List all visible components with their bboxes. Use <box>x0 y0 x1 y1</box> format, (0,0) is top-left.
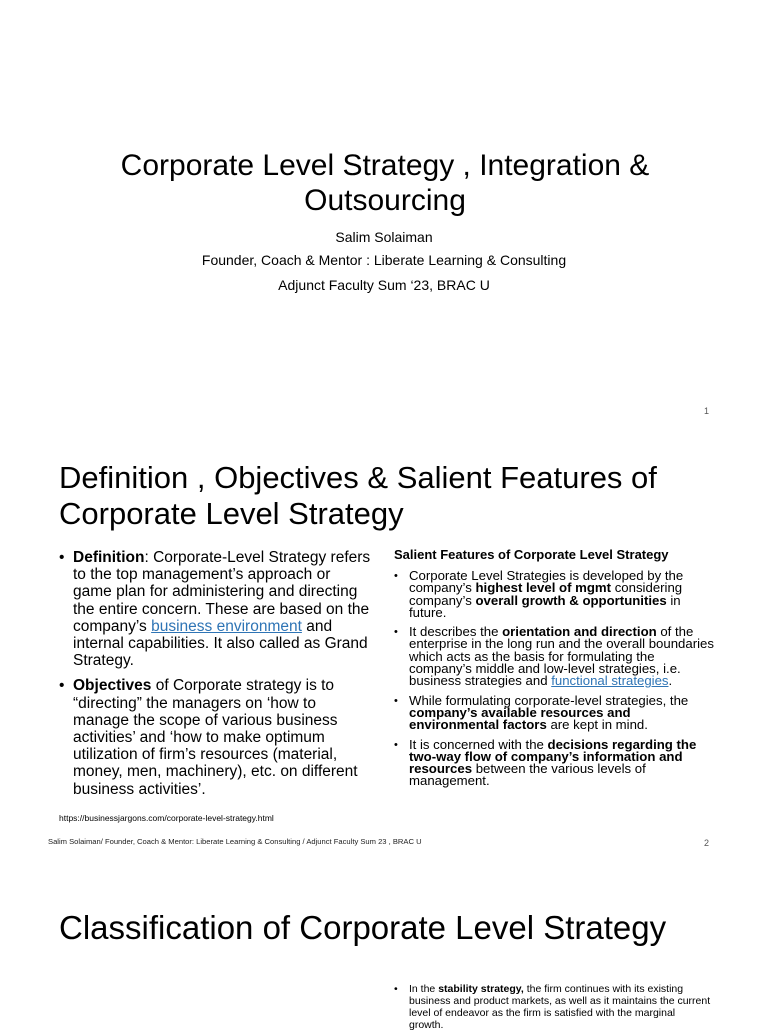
definition-bullet <box>59 549 372 669</box>
classification-slide <box>0 864 768 1031</box>
definition-objectives-column <box>59 549 372 806</box>
feature-item <box>394 692 714 733</box>
slide-number: 1 <box>703 406 709 416</box>
title-slide <box>0 0 768 432</box>
feature-text: in future. <box>409 592 681 620</box>
feature-text: between the various levels of management. <box>409 761 646 789</box>
feature-text: considering company’s <box>409 580 683 608</box>
business-environment-link[interactable]: business environment <box>151 617 302 635</box>
feature-item <box>394 570 714 619</box>
feature-text: . <box>668 673 673 689</box>
objectives-label: Objectives <box>73 677 152 695</box>
feature-emphasis: orientation and direction <box>502 624 657 640</box>
salient-features-column <box>394 547 714 795</box>
feature-text: It is concerned with the <box>409 736 548 752</box>
feature-emphasis: highest level of mgmt <box>475 580 612 596</box>
stability-emphasis: stability strategy, <box>438 983 524 995</box>
slide-footer: Salim Solaiman/ Founder, Coach & Mentor: Liberate Learning & Consulting / Adjunct Faculty Sum 23 , BRAC U <box>48 837 422 846</box>
feature-emphasis: company’s available resources and environmental factors <box>409 704 631 733</box>
definition-slide <box>0 432 768 864</box>
presenter-name: Salim Solaiman <box>335 229 433 245</box>
feature-item <box>394 736 714 789</box>
slide-title: Definition , Objectives & Salient Features of Corporate Level Strategy <box>59 460 657 531</box>
definition-text-end: and internal capabilities. It also called as Grand Strategy. <box>73 617 368 670</box>
features-heading: Salient Features of Corporate Level Strategy <box>394 547 669 562</box>
presenter-affiliation: Adjunct Faculty Sum ‘23, BRAC U <box>278 277 490 293</box>
source-url: https://businessjargons.com/corporate-level-strategy.html <box>59 813 274 823</box>
slide-number: 2 <box>703 838 709 848</box>
presenter-role: Founder, Coach & Mentor : Liberate Learning & Consulting <box>201 252 567 268</box>
feature-emphasis: decisions regarding the two-way flow of company’s information and resources <box>409 736 697 777</box>
slide-title: Classification of Corporate Level Strategy <box>59 909 667 946</box>
definition-text: : Corporate-Level Strategy refers to the top management’s approach or game plan for administering and directing the entire concern. These are based on the company’s <box>73 549 371 635</box>
functional-strategies-link[interactable]: functional strategies <box>551 673 669 689</box>
feature-text: It describes the <box>409 624 503 640</box>
stability-text: the firm continues with its existing business and product markets, as well as it maintains the current level of endeavor as the firm is satisfied with the marginal growth. <box>409 983 711 1031</box>
feature-text: Corporate Level Strategies is developed by the company’s <box>409 568 684 596</box>
objectives-text: of Corporate strategy is to “directing” the managers on ‘how to manage the scope of various business activities’ and ‘how to make optimum utilization of firm’s resources (material, money, men, machinery), etc. on different business activities’. <box>73 677 358 798</box>
feature-text: of the enterprise in the long run and the overall boundaries which acts as the basis for formulating the company’s middle and low-level strategies, i.e. business strategies and <box>409 624 714 689</box>
feature-item <box>394 626 714 687</box>
feature-emphasis: overall growth & opportunities <box>475 592 667 608</box>
stability-text: In the <box>409 983 439 995</box>
presentation-title: Corporate Level Strategy , Integration & Outsourcing <box>120 149 650 217</box>
definition-label: Definition <box>73 549 145 566</box>
feature-text: are kept in mind. <box>546 717 648 733</box>
feature-text: While formulating corporate-level strategies, the <box>409 692 689 708</box>
objectives-bullet <box>59 677 372 797</box>
